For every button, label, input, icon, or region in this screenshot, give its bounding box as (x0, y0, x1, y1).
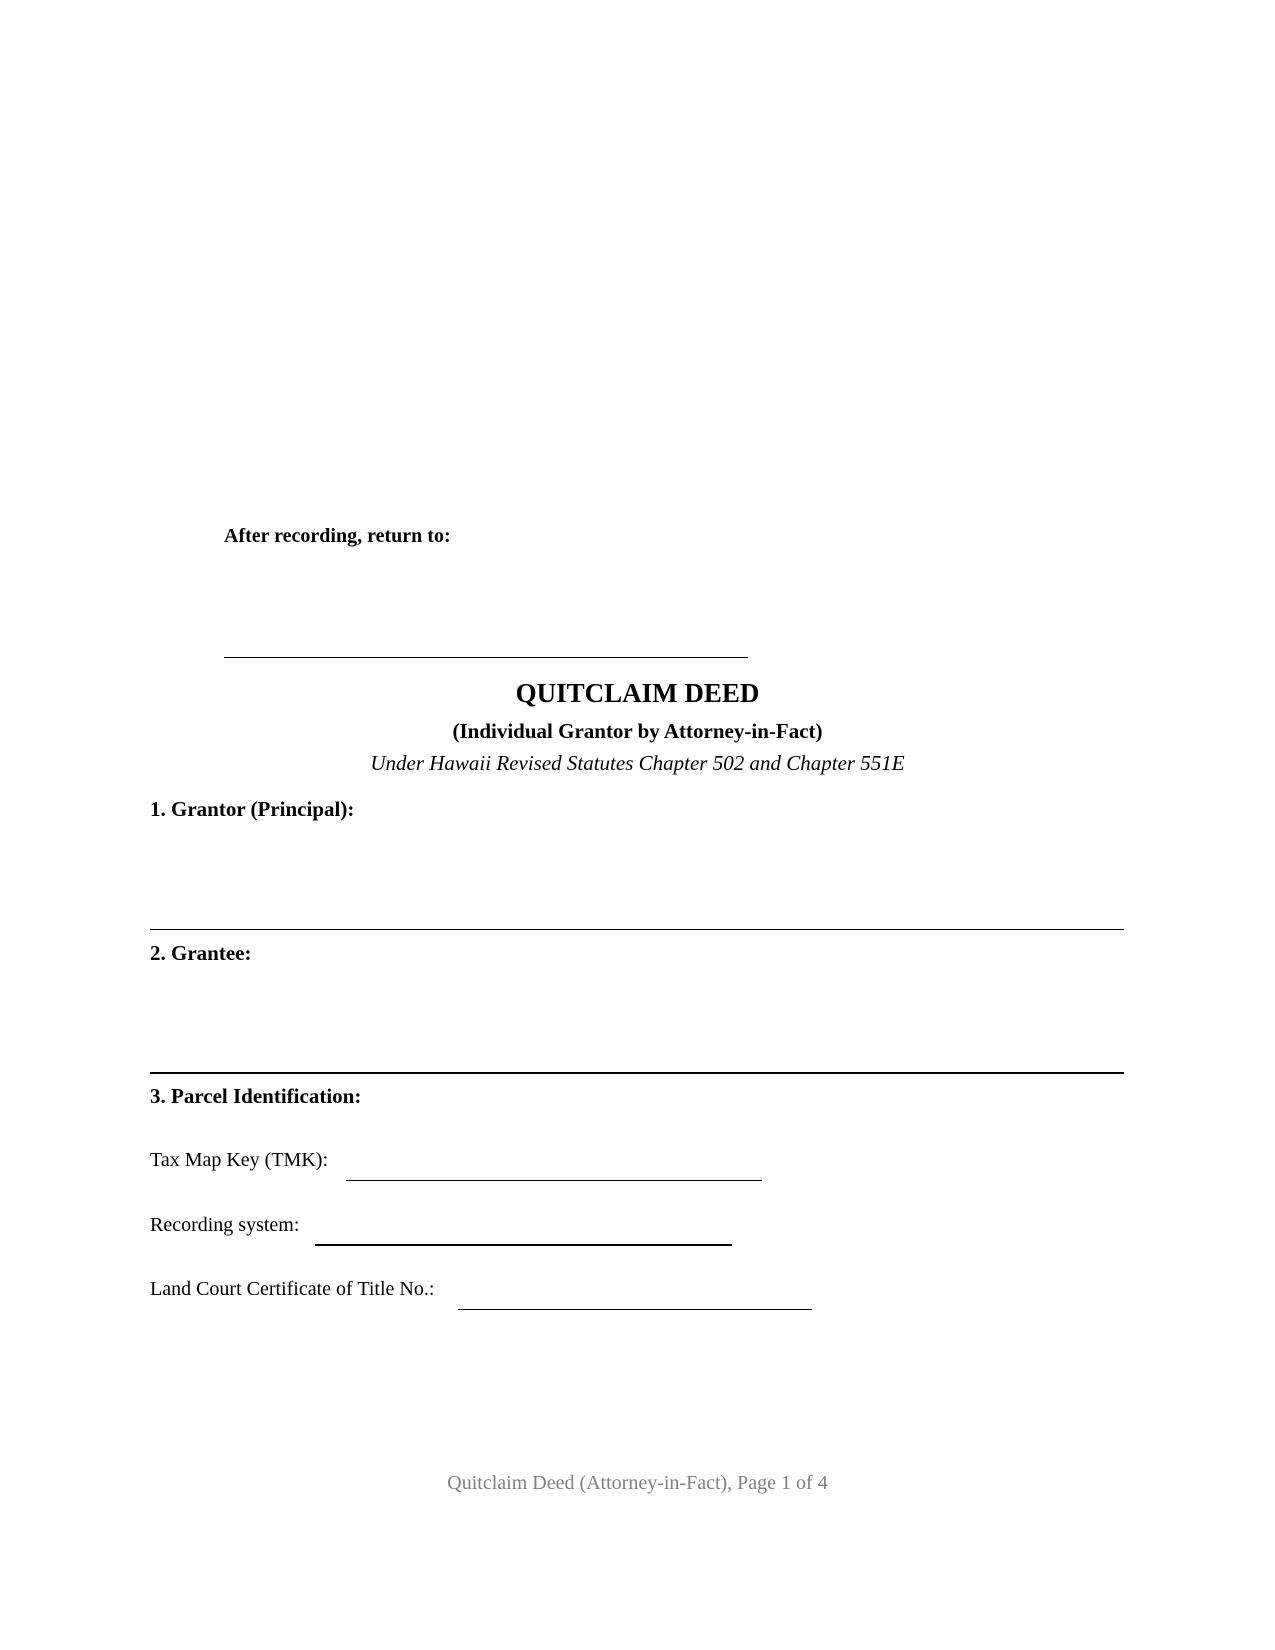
tmk-field-line[interactable] (346, 1180, 762, 1181)
recording-system-field-line[interactable] (315, 1244, 732, 1246)
grantee-entry-line[interactable] (150, 1072, 1124, 1074)
document-subtitle: (Individual Grantor by Attorney-in-Fact) (452, 719, 823, 743)
grantee-section-heading: 2. Grantee: (150, 941, 252, 965)
parcel-section-heading: 3. Parcel Identification: (150, 1084, 362, 1108)
grantor-entry-line[interactable] (150, 929, 1124, 930)
recording-system-label: Recording system: (150, 1214, 300, 1236)
document-title: QUITCLAIM DEED (515, 678, 760, 708)
land-court-certificate-field-line[interactable] (458, 1309, 812, 1310)
land-court-certificate-label: Land Court Certificate of Title No.: (150, 1278, 435, 1300)
grantor-section-heading: 1. Grantor (Principal): (150, 797, 355, 821)
return-to-label: After recording, return to: (224, 525, 451, 547)
page-footer: Quitclaim Deed (Attorney-in-Fact), Page 1 of 4 (447, 1472, 828, 1494)
return-to-address-line[interactable] (224, 657, 748, 658)
document-statute-reference: Under Hawaii Revised Statutes Chapter 502 and Chapter 551E (370, 751, 905, 775)
tmk-label: Tax Map Key (TMK): (150, 1149, 328, 1171)
